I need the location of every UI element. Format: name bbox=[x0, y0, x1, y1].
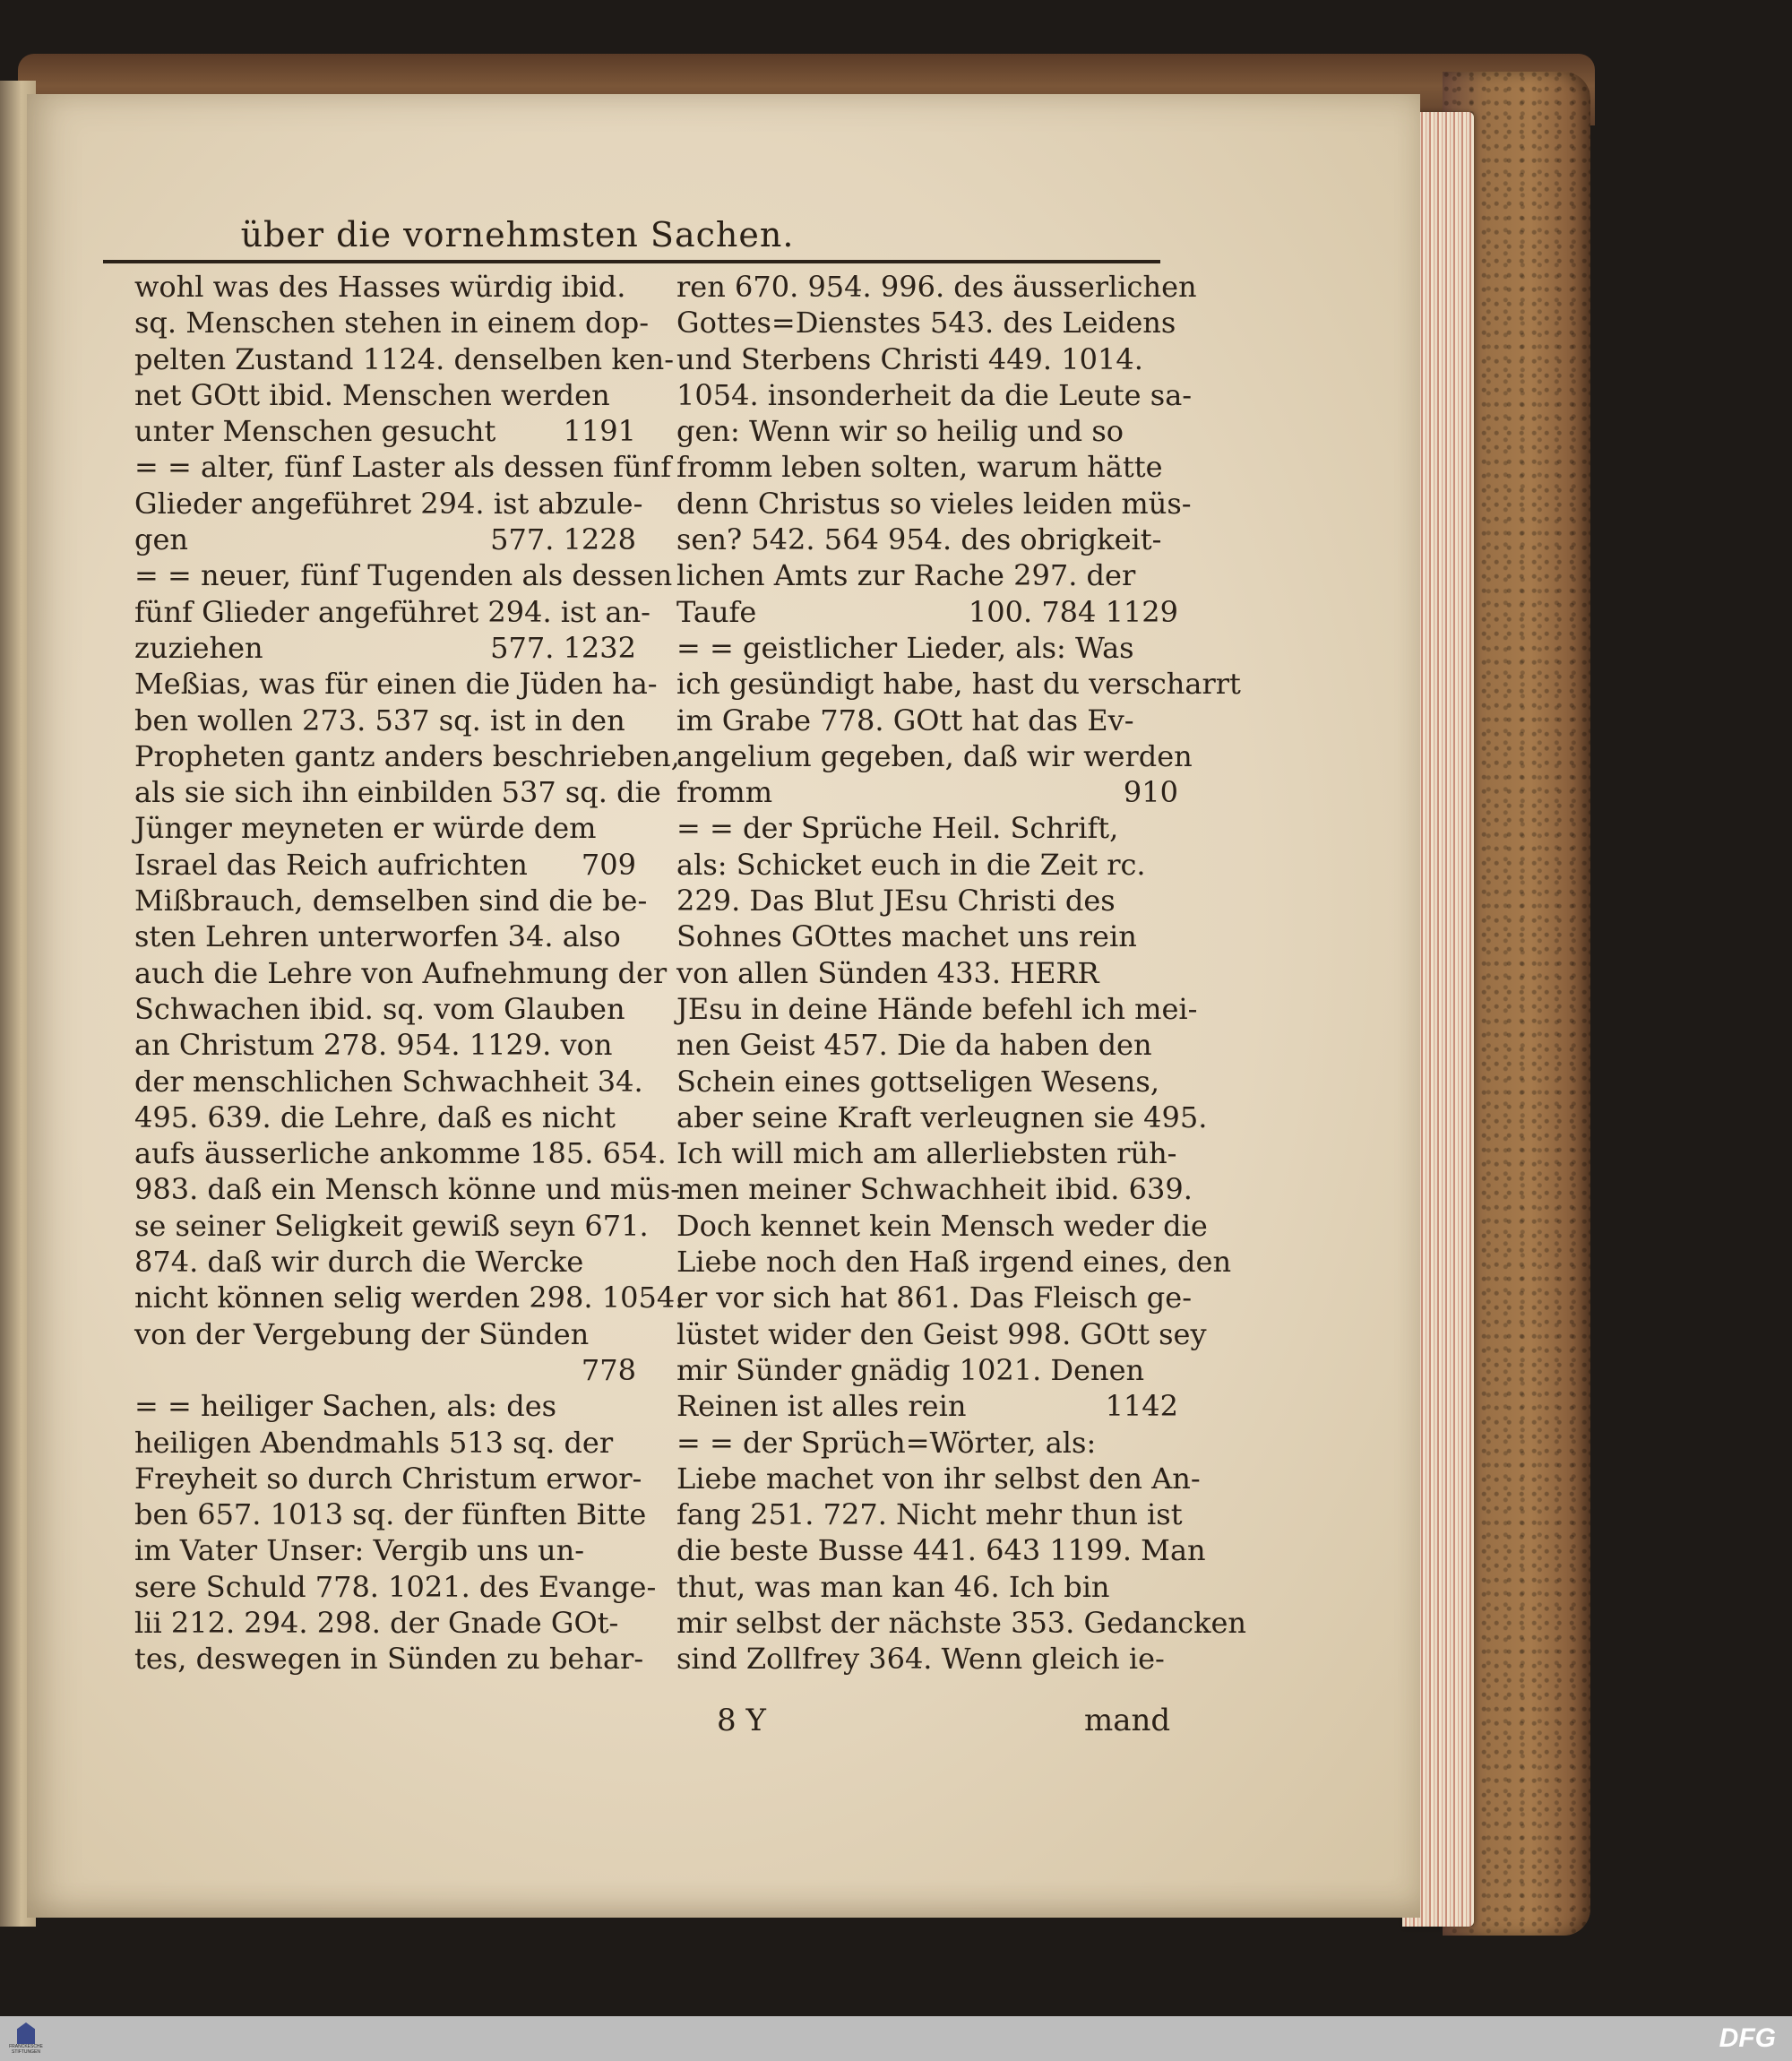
index-line bbox=[134, 1027, 636, 1063]
index-line-text: 229. Das Blut JEsu Christi des bbox=[676, 884, 1116, 918]
index-line-text: Propheten gantz anders beschrieben, bbox=[134, 738, 680, 773]
index-line-text: zuziehen bbox=[134, 630, 263, 665]
index-line-text: lüstet wider den Geist 998. GOtt sey bbox=[676, 1316, 1207, 1351]
index-line bbox=[676, 847, 1178, 883]
index-line-text: Reinen ist alles rein bbox=[676, 1389, 967, 1424]
index-line-text: se seiner Seligkeit gewiß seyn 671. bbox=[134, 1208, 649, 1243]
index-line-text: Meßias, was für einen die Jüden ha- bbox=[134, 667, 658, 702]
index-line-text: Ich will mich am allerliebsten rüh- bbox=[676, 1136, 1177, 1171]
index-line-text: nen Geist 457. Die da haben den bbox=[676, 1028, 1152, 1063]
building-icon bbox=[17, 2022, 35, 2044]
index-line-text: tes, deswegen in Sünden zu behar- bbox=[134, 1642, 644, 1677]
index-page-numbers: 1191 bbox=[563, 414, 636, 449]
index-line bbox=[676, 557, 1178, 593]
index-line bbox=[676, 1027, 1178, 1063]
index-page-numbers: 910 bbox=[1123, 775, 1178, 810]
index-line-text: im Grabe 778. GOtt hat das Ev- bbox=[676, 703, 1134, 737]
index-page-numbers: 709 bbox=[581, 847, 636, 882]
index-line-text: von allen Sünden 433. HERR bbox=[676, 955, 1099, 990]
index-line bbox=[134, 1532, 636, 1568]
index-line bbox=[676, 1316, 1207, 1352]
index-line-text: sq. Menschen stehen in einem dop- bbox=[134, 306, 650, 341]
index-line-text: Glieder angeführet 294. ist abzule- bbox=[134, 486, 643, 521]
index-line-text: sind Zollfrey 364. Wenn gleich ie- bbox=[676, 1642, 1165, 1677]
index-line bbox=[134, 341, 675, 377]
index-line bbox=[134, 1064, 643, 1099]
left-column bbox=[134, 269, 685, 1677]
index-line-text: Mißbrauch, demselben sind die be- bbox=[134, 884, 648, 918]
index-line-text: Liebe noch den Haß irgend eines, den bbox=[676, 1245, 1232, 1280]
index-line-text: ren 670. 954. 996. des äusserlichen bbox=[676, 270, 1197, 304]
index-line-text: = = heiliger Sachen, als: des bbox=[134, 1389, 557, 1424]
index-line bbox=[134, 774, 661, 810]
index-line bbox=[676, 883, 1178, 918]
index-line bbox=[676, 630, 1178, 666]
book-page bbox=[27, 94, 1420, 1918]
index-line bbox=[676, 774, 1178, 810]
index-line bbox=[676, 1135, 1178, 1171]
index-line-text: im Vater Unser: Vergib uns un- bbox=[134, 1533, 585, 1568]
index-line bbox=[134, 486, 643, 522]
index-line-text: von der Vergebung der Sünden bbox=[134, 1316, 590, 1351]
index-line bbox=[134, 557, 673, 593]
index-line-text: Israel das Reich aufrichten bbox=[134, 847, 528, 882]
index-line bbox=[676, 1208, 1208, 1244]
index-line-text: ich gesündigt habe, hast du verscharrt bbox=[676, 667, 1241, 702]
index-line bbox=[676, 1425, 1178, 1461]
index-line-text: er vor sich hat 861. Das Fleisch ge- bbox=[676, 1281, 1193, 1315]
index-line-text: und Sterbens Christi 449. 1014. bbox=[676, 341, 1143, 376]
index-line bbox=[676, 486, 1192, 522]
index-page-numbers: 577. 1232 bbox=[490, 630, 636, 665]
right-column bbox=[676, 269, 1247, 1677]
index-line-text: als: Schicket euch in die Zeit rc. bbox=[676, 847, 1146, 882]
index-line-text: sten Lehren unterworfen 34. also bbox=[134, 919, 621, 954]
index-line-text: mir selbst der nächste 353. Gedancken bbox=[676, 1605, 1247, 1640]
index-line bbox=[676, 341, 1178, 377]
index-line bbox=[134, 1099, 636, 1135]
index-line bbox=[134, 449, 672, 485]
index-line bbox=[676, 1064, 1178, 1099]
index-line bbox=[676, 305, 1178, 341]
index-line bbox=[134, 305, 650, 341]
index-line-text: fromm leben solten, warum hätte bbox=[676, 450, 1163, 485]
index-line bbox=[134, 1641, 644, 1677]
index-line-text: wohl was des Hasses würdig ibid. bbox=[134, 270, 626, 304]
index-line bbox=[676, 1171, 1193, 1207]
index-line bbox=[676, 991, 1198, 1027]
index-line-text: Schein eines gottseligen Wesens, bbox=[676, 1064, 1159, 1099]
header-rule bbox=[103, 260, 1160, 263]
index-line-text: Sohnes GOttes machet uns rein bbox=[676, 919, 1137, 954]
index-line bbox=[134, 738, 680, 774]
index-line bbox=[134, 847, 636, 883]
index-line bbox=[676, 1461, 1201, 1496]
index-line bbox=[134, 666, 658, 702]
viewer-footer-bar bbox=[0, 2016, 1792, 2061]
index-line bbox=[676, 666, 1241, 702]
index-line bbox=[134, 1388, 636, 1424]
index-line bbox=[134, 1280, 685, 1315]
index-line bbox=[676, 1244, 1232, 1280]
index-line-text: sen? 542. 564 954. des obrigkeit- bbox=[676, 522, 1162, 557]
institution-logo bbox=[5, 2018, 47, 2059]
index-line bbox=[134, 1244, 636, 1280]
catchword: mand bbox=[1084, 1703, 1171, 1738]
index-line-text: = = der Sprüche Heil. Schrift, bbox=[676, 811, 1119, 846]
index-line-text: unter Menschen gesucht bbox=[134, 414, 496, 449]
index-line-text bbox=[134, 1352, 571, 1388]
index-line-text: ben 657. 1013 sq. der fünften Bitte bbox=[134, 1497, 647, 1532]
index-line-text: lii 212. 294. 298. der Gnade GOt- bbox=[134, 1605, 619, 1640]
index-line bbox=[134, 1135, 667, 1171]
index-line-text: 983. daß ein Mensch könne und müs- bbox=[134, 1172, 680, 1207]
index-line bbox=[134, 883, 648, 918]
index-line-text: = = alter, fünf Laster als dessen fünf bbox=[134, 450, 672, 485]
index-line bbox=[134, 413, 636, 449]
index-line-text: 1054. insonderheit da die Leute sa- bbox=[676, 377, 1193, 412]
index-line bbox=[676, 1532, 1206, 1568]
index-line-text: 874. daß wir durch die Wercke bbox=[134, 1245, 584, 1280]
index-line bbox=[676, 703, 1178, 738]
index-line bbox=[676, 449, 1178, 485]
index-line-text: angelium gegeben, daß wir werden bbox=[676, 738, 1193, 773]
index-page-numbers: 778 bbox=[581, 1352, 636, 1387]
index-line bbox=[676, 1605, 1247, 1641]
index-line-text: fromm bbox=[676, 775, 773, 810]
index-line-text: denn Christus so vieles leiden müs- bbox=[676, 486, 1192, 521]
index-line-text: der menschlichen Schwachheit 34. bbox=[134, 1064, 643, 1099]
index-line-text: fang 251. 727. Nicht mehr thun ist bbox=[676, 1497, 1183, 1532]
institution-logo-text: FRANCKESCHE STIFTUNGEN bbox=[9, 2044, 43, 2055]
index-line-text: nicht können selig werden 298. 1054. bbox=[134, 1281, 685, 1315]
index-line-text: gen: Wenn wir so heilig und so bbox=[676, 414, 1124, 449]
index-line-text: net GOtt ibid. Menschen werden bbox=[134, 377, 610, 412]
index-line-text: Liebe machet von ihr selbst den An- bbox=[676, 1461, 1201, 1496]
index-line-text: thut, was man kan 46. Ich bin bbox=[676, 1569, 1110, 1604]
index-line bbox=[676, 1641, 1178, 1677]
index-line bbox=[134, 1425, 636, 1461]
index-line-text: JEsu in deine Hände befehl ich mei- bbox=[676, 991, 1198, 1026]
index-line bbox=[134, 1171, 680, 1207]
index-line-text: pelten Zustand 1124. denselben ken- bbox=[134, 341, 675, 376]
index-line bbox=[676, 1388, 1178, 1424]
index-line bbox=[134, 991, 636, 1027]
index-line bbox=[676, 594, 1178, 630]
index-line-text: gen bbox=[134, 522, 189, 557]
index-line-text: aufs äusserliche ankomme 185. 654. bbox=[134, 1136, 667, 1171]
index-line bbox=[134, 269, 636, 305]
index-line bbox=[134, 703, 636, 738]
index-line bbox=[676, 413, 1178, 449]
index-page-numbers: 577. 1228 bbox=[490, 522, 636, 557]
index-line-text: Freyheit so durch Christum erwor- bbox=[134, 1461, 642, 1496]
index-line-text: aber seine Kraft verleugnen sie 495. bbox=[676, 1099, 1208, 1134]
index-line-text: lichen Amts zur Rache 297. der bbox=[676, 558, 1136, 593]
index-line-text: als sie sich ihn einbilden 537 sq. die bbox=[134, 775, 661, 810]
index-line bbox=[134, 955, 668, 991]
index-line bbox=[134, 1316, 636, 1352]
index-line bbox=[676, 1352, 1178, 1388]
index-line-text: fünf Glieder angeführet 294. ist an- bbox=[134, 594, 650, 629]
index-line bbox=[134, 377, 636, 413]
index-line bbox=[134, 1208, 649, 1244]
index-line bbox=[676, 918, 1178, 954]
index-line-text: ben wollen 273. 537 sq. ist in den bbox=[134, 703, 625, 737]
index-line-text: an Christum 278. 954. 1129. von bbox=[134, 1028, 613, 1063]
dfg-logo: DFG bbox=[1719, 2023, 1776, 2053]
index-line-text: die beste Busse 441. 643 1199. Man bbox=[676, 1533, 1206, 1568]
index-line bbox=[134, 630, 636, 666]
index-line-text: 495. 639. die Lehre, daß es nicht bbox=[134, 1099, 616, 1134]
index-line-text: Gottes=Dienstes 543. des Leidens bbox=[676, 306, 1176, 341]
index-line bbox=[134, 1605, 636, 1641]
index-line bbox=[134, 1569, 657, 1605]
index-line bbox=[134, 522, 636, 557]
index-line-text: = = geistlicher Lieder, als: Was bbox=[676, 630, 1134, 665]
index-line bbox=[676, 1280, 1193, 1315]
index-line-text: Taufe bbox=[676, 594, 757, 629]
signature-mark: 8 Y bbox=[717, 1703, 766, 1738]
index-line-text: Doch kennet kein Mensch weder die bbox=[676, 1208, 1208, 1243]
index-line-text: sere Schuld 778. 1021. des Evange- bbox=[134, 1569, 657, 1604]
index-line-text: heiligen Abendmahls 513 sq. der bbox=[134, 1425, 614, 1460]
index-line-text: = = neuer, fünf Tugenden als dessen bbox=[134, 558, 673, 593]
index-line bbox=[134, 1461, 642, 1496]
index-page-numbers: 1142 bbox=[1105, 1389, 1178, 1424]
index-line bbox=[676, 1099, 1208, 1135]
running-header: über die vornehmsten Sachen. bbox=[240, 215, 795, 254]
index-line-text: auch die Lehre von Aufnehmung der bbox=[134, 955, 668, 990]
index-line bbox=[676, 738, 1193, 774]
index-line bbox=[676, 955, 1178, 991]
index-line bbox=[134, 810, 636, 846]
index-line bbox=[134, 1496, 647, 1532]
index-line bbox=[676, 269, 1197, 305]
index-line bbox=[134, 918, 636, 954]
index-page-numbers: 100. 784 1129 bbox=[968, 594, 1178, 629]
index-line-text: mir Sünder gnädig 1021. Denen bbox=[676, 1352, 1145, 1387]
index-line-text: Schwachen ibid. sq. vom Glauben bbox=[134, 991, 625, 1026]
index-line bbox=[676, 377, 1193, 413]
index-line bbox=[134, 594, 650, 630]
index-line bbox=[134, 1352, 636, 1388]
index-line bbox=[676, 1496, 1183, 1532]
index-line bbox=[676, 810, 1178, 846]
index-line-text: = = der Sprüch=Wörter, als: bbox=[676, 1425, 1097, 1460]
index-line bbox=[676, 1569, 1178, 1605]
index-line-text: Jünger meyneten er würde dem bbox=[134, 811, 597, 846]
index-line-text: men meiner Schwachheit ibid. 639. bbox=[676, 1172, 1193, 1207]
index-line bbox=[676, 522, 1178, 557]
